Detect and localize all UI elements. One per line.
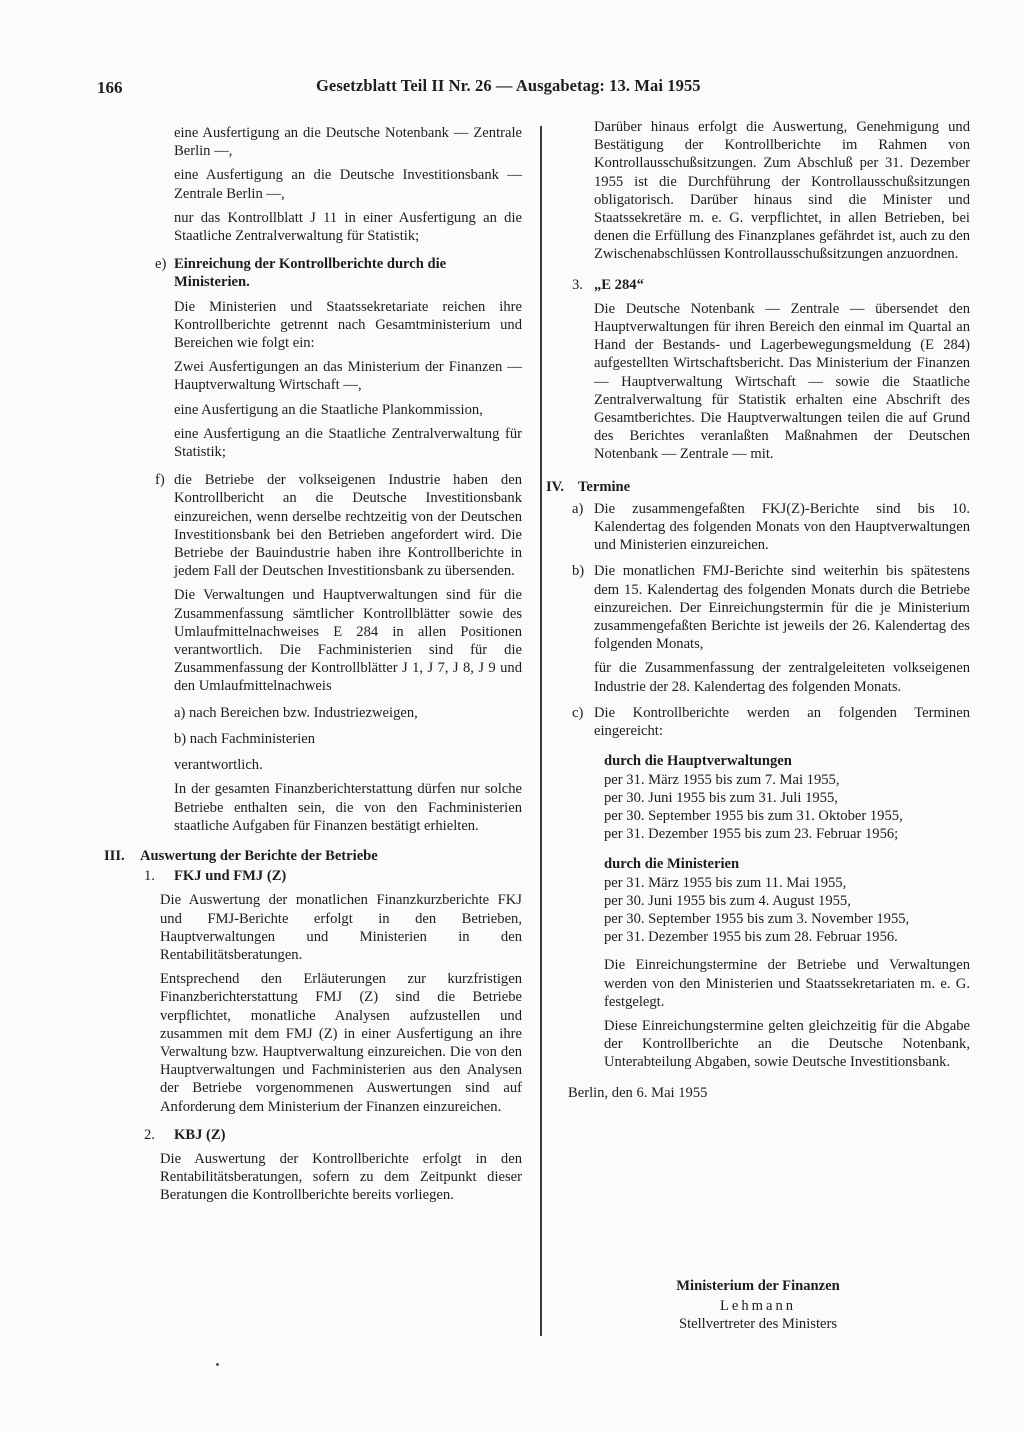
schedule-hauptverwaltungen	[546, 771, 970, 844]
paragraph: die Betriebe der volkseigenen Industrie haben den Kontrollbericht an die Deutsche Investitionsbank einzureichen, wenn derselbe rechtzeitig von der Deutschen Investitionsbank bei den Betrieben angefordert wird. Die Betriebe der Bauindustrie haben ihre Kontrollberichte in jedem Fall der Deutschen Investitionsbank zu übersenden.	[174, 472, 522, 580]
subsection-title: KBJ (Z)	[174, 1126, 226, 1143]
item-e	[100, 255, 522, 461]
paragraph: Die Ministerien und Staatssekretariate reichen ihre Kontrollberichte getrennt nach Gesamtministerium und Bereichen wie folgt ein:	[174, 298, 522, 352]
subsection-label: 1.	[144, 868, 155, 885]
paragraph: nur das Kontrollblatt J 11 in einer Ausfertigung an die Staatliche Zentralverwaltung für Statistik;	[174, 209, 522, 245]
paragraph: Die Auswertung der monatlichen Finanzkurzberichte FKJ und FMJ-Berichte erfolgt in den Betrieben, Hauptverwaltungen und Ministerien in den Rentabilitätsberatungen.	[160, 892, 522, 963]
schedule-line: per 31. Dezember 1955 bis zum 28. Februar 1956.	[604, 929, 898, 946]
schedule-heading: durch die Hauptverwaltungen	[604, 753, 792, 770]
paragraph: Die monatlichen FMJ-Berichte sind weiterhin bis spätestens dem 15. Kalendertag des folgenden Monats durch die Betriebe einzureichen. Der Einreichungstermin für die je Ministerium zusammengefaßten Berichte ist jeweils der 26. Kalendertag des folgenden Monats,	[594, 563, 970, 653]
paragraph: Diese Einreichungstermine gelten gleichzeitig für die Abgabe der Kontrollberichte an die Deutsche Notenbank, Unterabteilung Abgaben, sowie Deutsche Investitionsbank.	[604, 1017, 970, 1071]
paragraph: Zwei Ausfertigungen an das Ministerium der Finanzen — Hauptverwaltung Wirtschaft —,	[174, 359, 522, 394]
subsection-1-body	[100, 891, 522, 1115]
subsection-title: „E 284“	[594, 276, 644, 293]
right-column	[546, 118, 970, 1108]
left-column	[100, 124, 522, 1211]
subsection-2	[100, 1126, 522, 1144]
schedule-line: per 30. Juni 1955 bis zum 4. August 1955,	[604, 892, 851, 909]
subsection-label: 2.	[144, 1126, 155, 1143]
schedule-line: per 31. März 1955 bis zum 11. Mai 1955,	[604, 874, 847, 891]
list-item: b) nach Fachministerien	[174, 730, 316, 747]
ministry-name: Ministerium der Finanzen	[676, 1278, 840, 1294]
page-header-title: Gesetzblatt Teil II Nr. 26 — Ausgabetag: 13. Mai 1955	[316, 76, 701, 95]
place-date: Berlin, den 6. Mai 1955	[568, 1084, 708, 1101]
column-divider	[540, 126, 542, 1336]
paragraph: Die Verwaltungen und Hauptverwaltungen sind für die Zusammenfassung sämtlicher Kontrollblätter sowie des Umlaufmittelnachweises E 284 in allen Positionen verantwortlich. Die Fachministerien sind für die Zusammenfassung der Kontrollblätter J 1, J 7, J 8, J 9 und den Umlaufmittelnachweis	[174, 587, 522, 695]
item-f	[100, 471, 522, 835]
section-iv-heading	[546, 478, 970, 496]
subsection-2-body	[100, 1150, 522, 1205]
signer-name: Lehmann	[719, 1298, 797, 1314]
schedule-line: per 30. Juni 1955 bis zum 31. Juli 1955,	[604, 789, 838, 806]
paragraph: eine Ausfertigung an die Deutsche Investitionsbank — Zentrale Berlin —,	[174, 167, 522, 202]
item-heading: Einreichung der Kontrollberichte durch die Ministerien.	[174, 256, 447, 291]
section-label: III.	[104, 847, 125, 864]
paragraph: Die Auswertung der Kontrollberichte erfolgt in den Rentabilitätsberatungen, sofern zu dem Zeitpunkt dieser Beratungen die Kontrollberichte bereits vorliegen.	[160, 1150, 522, 1204]
section-label: IV.	[546, 478, 564, 495]
paragraph: eine Ausfertigung an die Staatliche Plankommission,	[174, 401, 483, 418]
paragraph: In der gesamten Finanzberichterstattung dürfen nur solche Betriebe enthalten sein, die von den Fachministerien staatliche Aufgaben für Finanzen bestätigt erhielten.	[174, 781, 522, 834]
subsection-title: FKJ und FMJ (Z)	[174, 868, 287, 885]
item-label: f)	[155, 472, 165, 489]
list-item: a) nach Bereichen bzw. Industriezweigen,	[174, 704, 418, 721]
schedule-line: per 31. Dezember 1955 bis zum 23. Februar 1956;	[604, 826, 899, 843]
paragraph: verantwortlich.	[174, 757, 263, 774]
schedule-line: per 30. September 1955 bis zum 3. November 1955,	[604, 910, 910, 927]
paragraph: eine Ausfertigung an die Deutsche Notenbank — Zentrale Berlin —,	[174, 125, 522, 160]
paragraph: Entsprechend den Erläuterungen zur kurzfristigen Finanzberichterstattung FMJ (Z) sind die Betriebe verpflichtet, monatliche Analysen aufzustellen und zusammen mit dem FMJ (Z) in einer Ausfertigung an ihre Verwaltung bzw. Hauptverwaltung einzureichen. Die von den Hauptverwaltungen und Fachministerien aus den Analysen der Betriebe vorgenommenen Auswertungen sind auf Anforderung dem Ministerium der Finanzen einzureichen.	[160, 971, 522, 1115]
signer-role: Stellvertreter des Ministers	[678, 1316, 838, 1332]
paragraph: Die Kontrollberichte werden an folgenden Terminen eingereicht:	[594, 704, 970, 740]
scan-speck	[216, 1363, 219, 1366]
paragraph: Darüber hinaus erfolgt die Auswertung, Genehmigung und Bestätigung der Kontrollberichte im Rahmen von Kontrollausschußsitzungen. Zum Abschluß per 31. Dezember 1955 ist die Durchführung der Kontrollausschußsitzungen obligatorisch. Darüber hinaus sind die Minister und Staatssekretäre m. e. G. verpflichtet, in allen Betrieben, bei denen die Erfüllung des Finanzplanes gefährdet ist, auch zu den Zwischenabschlüssen Kontrollausschußsitzungen anzuordnen.	[594, 119, 970, 263]
paragraph: eine Ausfertigung an die Staatliche Zentralverwaltung für Statistik;	[174, 425, 522, 461]
paragraph: Die Deutsche Notenbank — Zentrale — übersendet den Hauptverwaltungen für ihren Bereich den einmal im Quartal an Hand der Bestands- und Lagerbewegungsmeldung (E 284) aufgestellten Wirtschaftsbericht. Das Ministerium der Finanzen — Hauptverwaltung Wirtschaft — sowie die Staatliche Zentralverwaltung für Statistik erhalten eine Abschrift des Gesamtberichtes. Die Hauptverwaltungen teilen die auf Grund des Berichtes veranlaßten Maßnahmen der Deutschen Notenbank — Zentrale — mit.	[594, 300, 970, 463]
paragraph: für die Zusammenfassung der zentralgeleiteten volkseigenen Industrie der 28. Kalendertag des folgenden Monats.	[594, 660, 970, 695]
section-title: Auswertung der Berichte der Betriebe	[140, 847, 378, 864]
item-label: a)	[572, 500, 584, 517]
item-label: e)	[155, 256, 167, 273]
section-iii-heading	[100, 847, 522, 865]
page-number: 166	[97, 78, 123, 97]
item-label: c)	[572, 704, 584, 721]
schedule-heading: durch die Ministerien	[604, 856, 740, 873]
subsection-3	[546, 276, 970, 464]
schedule-line: per 31. März 1955 bis zum 7. Mai 1955,	[604, 771, 840, 788]
item-c	[546, 704, 970, 740]
schedule-line: per 30. September 1955 bis zum 31. Oktober 1955,	[604, 807, 903, 824]
subsection-1	[100, 867, 522, 885]
paragraph: Die zusammengefaßten FKJ(Z)-Berichte sind bis 10. Kalendertag des folgenden Monats von den Hauptverwaltungen und Ministerien einzureichen.	[594, 500, 970, 554]
item-b	[546, 562, 970, 695]
item-label: b)	[572, 563, 585, 580]
subsection-label: 3.	[572, 276, 583, 293]
item-a	[546, 500, 970, 555]
section-title: Termine	[578, 478, 631, 495]
paragraph: Die Einreichungstermine der Betriebe und Verwaltungen werden von den Ministerien und Staatssekretariaten m. e. G. festgelegt.	[604, 957, 970, 1010]
schedule-ministerien	[546, 874, 970, 947]
